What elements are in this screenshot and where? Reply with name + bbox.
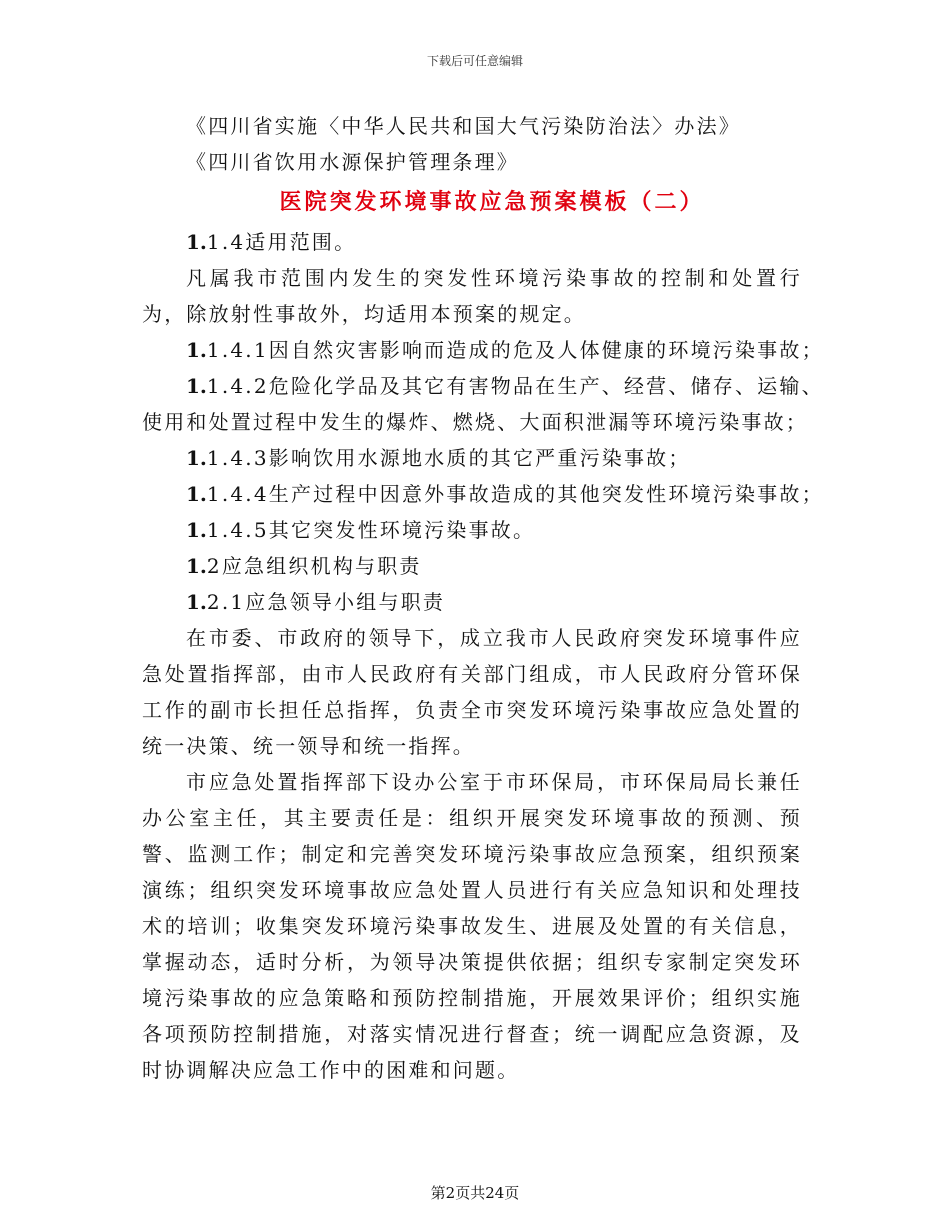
reference-line-2: 《四川省饮用水源保护管理条理》 [186, 150, 519, 174]
section-number: 1. [186, 230, 207, 254]
section-text: 1.4.1因自然灾害影响而造成的危及人体健康的环境污染事故； [206, 338, 824, 362]
section-text: 1.4.5其它突发性环境污染事故。 [206, 518, 536, 542]
section-number: 1. [186, 338, 207, 362]
page-footer-number: 第2页共24页 [430, 1184, 520, 1202]
section-text: 1.4.2危险化学品及其它有害物品在生产、经营、储存、运输、 [206, 374, 824, 398]
section-text: 2.1应急领导小组与职责 [206, 590, 446, 614]
section-item-1-1-4-4 [142, 476, 824, 512]
document-title: 医院突发环境事故应急预案模板（二） [279, 189, 705, 215]
section-text: 1.4适用范围。 [206, 230, 357, 254]
section-item-1-1-4-3 [142, 440, 802, 476]
section-item-1-1-4-2-continued: 使用和处置过程中发生的爆炸、燃烧、大面积泄漏等环境污染事故； [142, 410, 808, 434]
section-text: 1.4.4生产过程中因意外事故造成的其他突发性环境污染事故； [206, 482, 824, 506]
section-number: 1. [186, 446, 207, 470]
page-header-note: 下载后可任意编辑 [426, 54, 523, 68]
section-number: 1. [186, 590, 207, 614]
section-heading-1-2 [142, 548, 802, 584]
section-text: 1.4.3影响饮用水源地水质的其它严重污染事故； [206, 446, 691, 470]
reference-line-1: 《四川省实施〈中华人民共和国大气污染防治法〉办法》 [186, 114, 741, 138]
paragraph-office-duties: 市应急处置指挥部下设办公室于市环保局，市环保局局长兼任办公室主任，其主要责任是：组织开展突发环境事故的预测、预警、监测工作；制定和完善突发环境污染事故应急预案，组织预案演练；组织突发环境事故应急处置人员进行有关应急知识和处理技术的培训；收集突发环境污染事故发生、进展及处置的有关信息，掌握动态，适时分析，为领导决策提供依据；组织专家制定突发环境污染事故的应急策略和预防控制措施，开展效果评价；组织实施各项预防控制措施，对落实情况进行督查；统一调配应急资源，及时协调解决应急工作中的困难和问题。 [142, 770, 802, 1082]
section-item-1-1-4-2 [142, 368, 824, 404]
section-heading-1-1-4 [142, 224, 802, 260]
section-number: 1. [186, 374, 207, 398]
section-heading-1-2-1 [142, 584, 802, 620]
document-body [142, 108, 824, 1088]
paragraph-scope: 凡属我市范围内发生的突发性环境污染事故的控制和处置行为，除放射性事故外，均适用本预案的规定。 [142, 266, 802, 326]
section-text: 2应急组织机构与职责 [206, 554, 422, 578]
section-number: 1. [186, 518, 207, 542]
section-item-1-1-4-5 [142, 512, 802, 548]
section-number: 1. [186, 554, 207, 578]
section-number: 1. [186, 482, 207, 506]
section-item-1-1-4-1 [142, 332, 824, 368]
paragraph-leadership: 在市委、市政府的领导下，成立我市人民政府突发环境事件应急处置指挥部，由市人民政府有关部门组成，市人民政府分管环保工作的副市长担任总指挥，负责全市突发环境污染事故应急处置的统一决策、统一领导和统一指挥。 [142, 626, 802, 758]
